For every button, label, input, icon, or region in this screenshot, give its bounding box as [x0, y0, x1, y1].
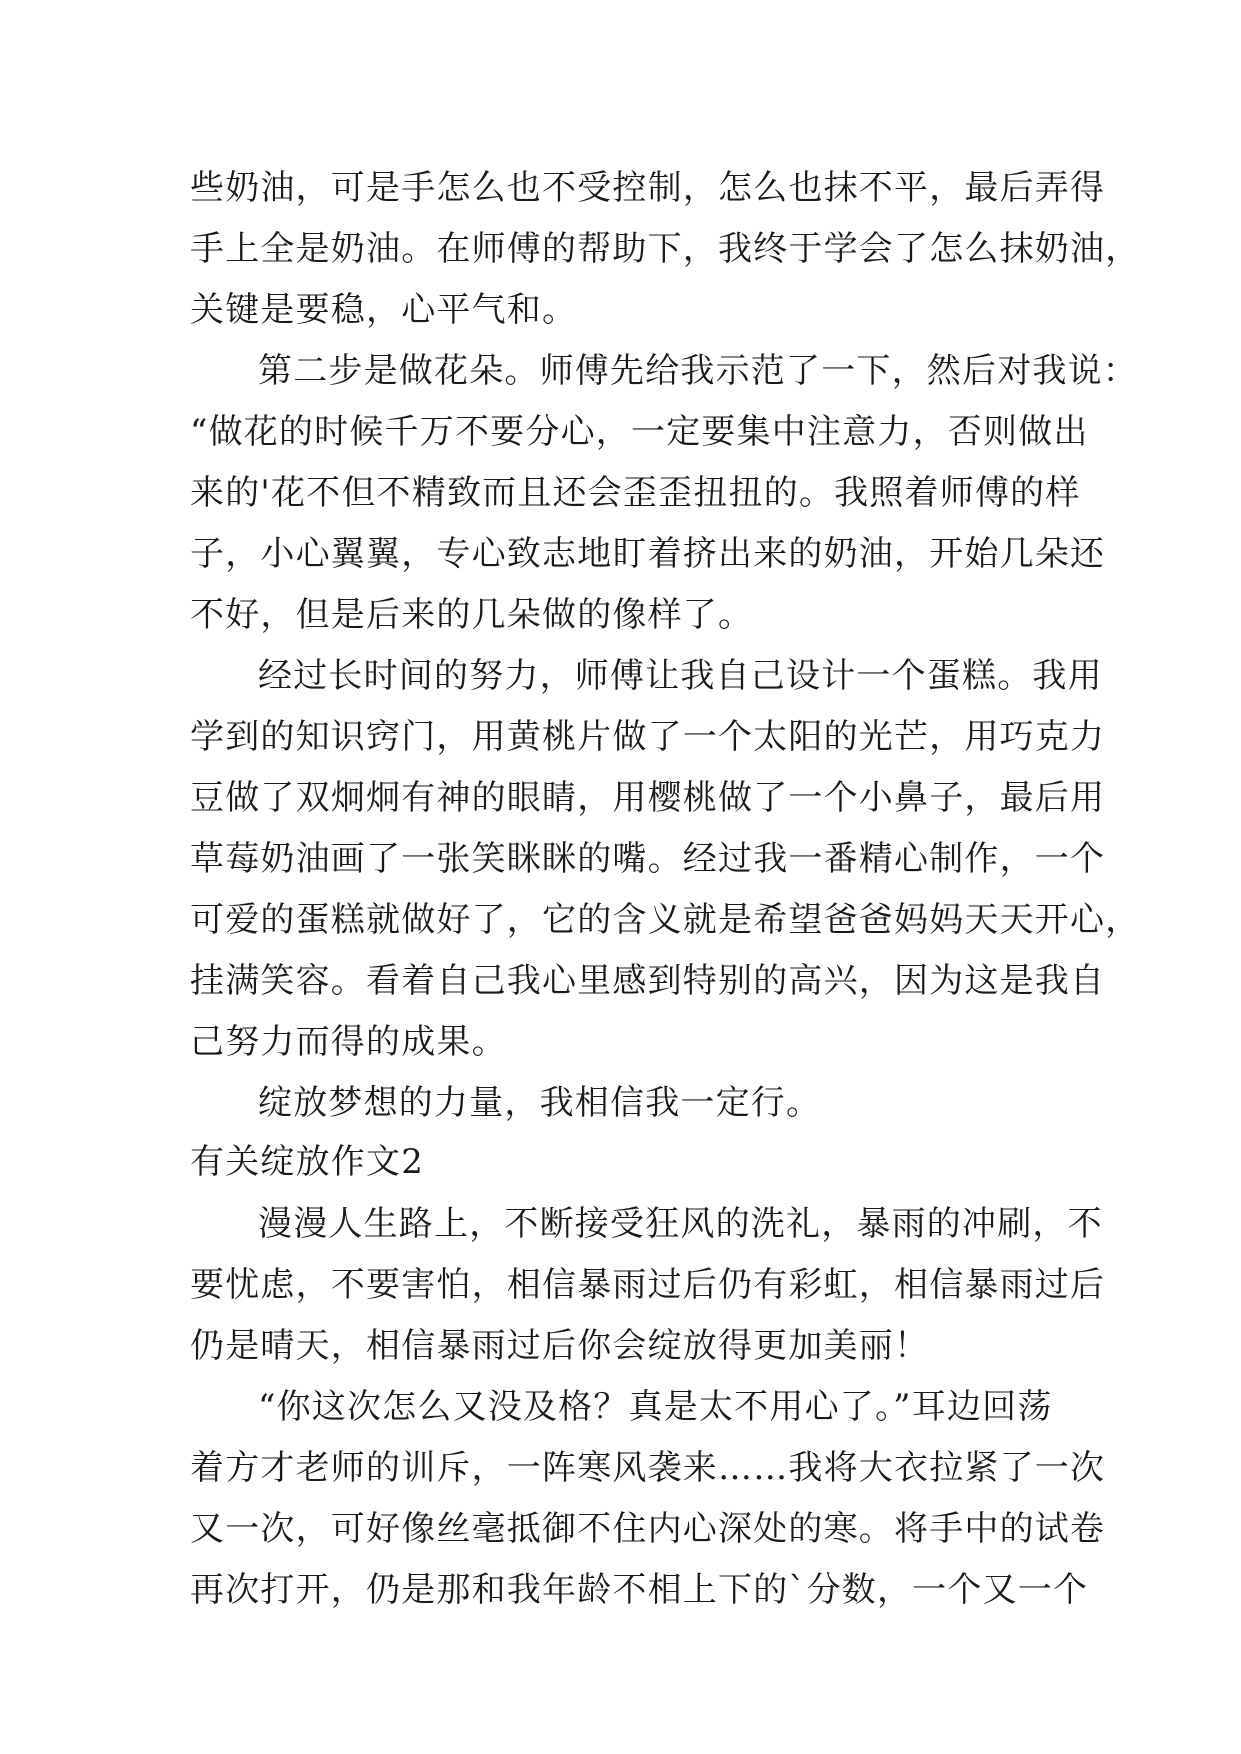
text-line: 手上全是奶油。在师傅的帮助下，我终于学会了怎么抹奶油，	[190, 229, 1141, 269]
paragraph-start: 第二步是做花朵。师傅先给我示范了一下，然后对我说：	[258, 351, 1138, 391]
document-page	[190, 158, 1141, 1621]
text-line: 再次打开，仍是那和我年龄不相上下的`分数，一个又一个	[190, 1570, 1089, 1610]
text-line: 豆做了双炯炯有神的眼睛，用樱桃做了一个小鼻子，最后用	[190, 778, 1106, 818]
paragraph-start: 经过长时间的努力，师傅让我自己设计一个蛋糕。我用	[258, 656, 1103, 696]
text-line: 不好，但是后来的几朵做的像样了。	[190, 595, 754, 635]
text-line: “做花的时候千万不要分心，一定要集中注意力，否则做出	[190, 412, 1089, 452]
text-line: 来的'花不但不精致而且还会歪歪扭扭的。我照着师傅的样	[190, 473, 1081, 513]
text-line: 草莓奶油画了一张笑眯眯的嘴。经过我一番精心制作，一个	[190, 839, 1106, 879]
paragraph-start: 绽放梦想的力量，我相信我一定行。	[258, 1083, 822, 1123]
text-line: 关键是要稳，心平气和。	[190, 290, 578, 330]
paragraph-start: 漫漫人生路上，不断接受狂风的洗礼，暴雨的冲刷，不	[258, 1204, 1103, 1244]
text-line: 挂满笑容。看着自己我心里感到特别的高兴，因为这是我自	[190, 961, 1106, 1001]
text-line: 仍是晴天，相信暴雨过后你会绽放得更加美丽！	[190, 1326, 930, 1366]
text-line: 子，小心翼翼，专心致志地盯着挤出来的奶油，开始几朵还	[190, 534, 1106, 574]
text-line: 可爱的蛋糕就做好了，它的含义就是希望爸爸妈妈天天开心，	[190, 900, 1141, 940]
section-heading: 有关绽放作文2	[190, 1142, 425, 1182]
text-line: 学到的知识窍门，用黄桃片做了一个太阳的光芒，用巧克力	[190, 717, 1106, 757]
text-line: 己努力而得的成果。	[190, 1022, 507, 1062]
text-line: 些奶油，可是手怎么也不受控制，怎么也抹不平，最后弄得	[190, 168, 1106, 208]
text-line: 要忧虑，不要害怕，相信暴雨过后仍有彩虹，相信暴雨过后	[190, 1265, 1106, 1305]
text-line: 着方才老师的训斥，一阵寒风袭来……我将大衣拉紧了一次	[190, 1448, 1106, 1488]
text-line: 又一次，可好像丝毫抵御不住内心深处的寒。将手中的试卷	[190, 1509, 1106, 1549]
paragraph-start: “你这次怎么又没及格？真是太不用心了。”耳边回荡	[258, 1387, 1053, 1427]
